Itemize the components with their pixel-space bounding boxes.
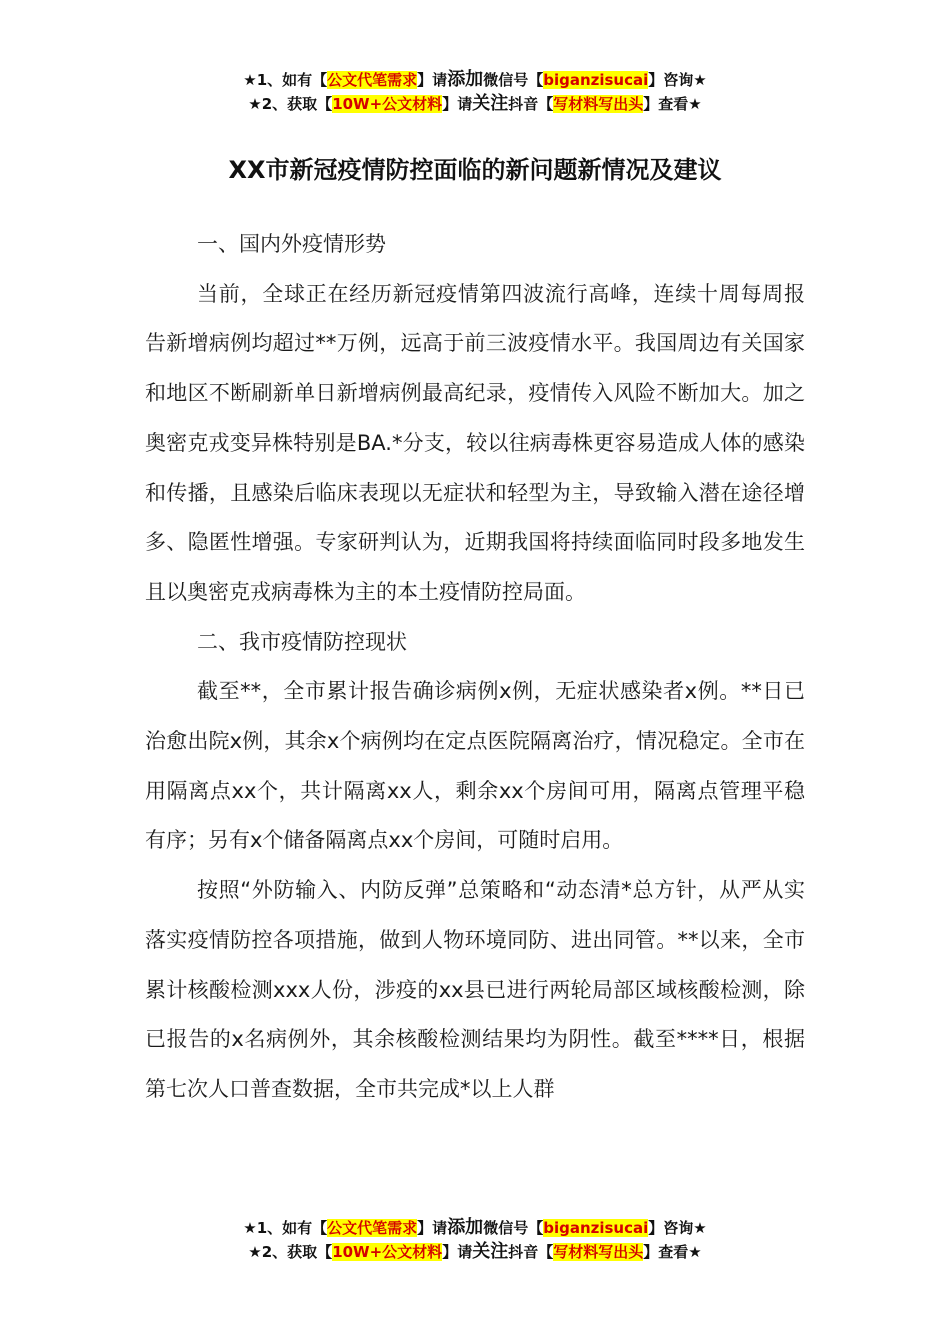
footer-notice bbox=[0, 1216, 950, 1264]
paragraph: 按照“外防输入、内防反弹”总策略和“动态清*总方针，从严从实落实疫情防控各项措施，做到人物环境同防、进出同管。**以来，全市累计核酸检测xxx人份，涉疫的xx县已进行两轮局部区域核酸检测，除已报告的x名病例外，其余核酸检测结果均为阴性。截至****日，根据第七次人口普查数据，全市共完成*以上人群 bbox=[145, 878, 805, 1101]
highlight-douyin-account: 写材料写出头 bbox=[553, 1243, 644, 1261]
section-heading: 一、国内外疫情形势 bbox=[197, 232, 386, 256]
notice-text: ★2、获取【 bbox=[248, 95, 333, 113]
header-notice bbox=[0, 68, 950, 116]
notice-emphasis: 添加 bbox=[447, 1217, 484, 1238]
highlight-wechat-id: biganzisucai bbox=[543, 1219, 649, 1237]
notice-text: 】查看★ bbox=[643, 1243, 702, 1261]
highlight-service: 公文代笔需求 bbox=[327, 1219, 418, 1237]
notice-text: 】咨询★ bbox=[648, 71, 707, 89]
notice-text: 】请 bbox=[442, 95, 473, 113]
notice-text: ★1、如有【 bbox=[243, 1219, 328, 1237]
notice-emphasis: 关注 bbox=[472, 93, 509, 114]
notice-text: 抖音【 bbox=[508, 95, 554, 113]
notice-text: 】咨询★ bbox=[648, 1219, 707, 1237]
document-title: XX市新冠疫情防控面临的新问题新情况及建议 bbox=[228, 156, 722, 184]
highlight-materials: 10W+公文材料 bbox=[332, 95, 443, 113]
paragraph: 截至**，全市累计报告确诊病例x例，无症状感染者x例。**日已治愈出院x例，其余x个病例均在定点医院隔离治疗，情况稳定。全市在用隔离点xx个，共计隔离xx人，剩余xx个房间可用，隔离点管理平稳有序；另有x个储备隔离点xx个房间，可随时启用。 bbox=[145, 679, 805, 853]
notice-line-1 bbox=[0, 68, 950, 92]
highlight-wechat-id: biganzisucai bbox=[543, 71, 649, 89]
notice-line-2 bbox=[0, 1240, 950, 1264]
notice-text: 】请 bbox=[442, 1243, 473, 1261]
paragraph: 当前，全球正在经历新冠疫情第四波流行高峰，连续十周每周报告新增病例均超过**万例，远高于前三波疫情水平。我国周边有关国家和地区不断刷新单日新增病例最高纪录，疫情传入风险不断加大。加之奥密克戎变异株特别是BA.*分支，较以往病毒株更容易造成人体的感染和传播，且感染后临床表现以无症状和轻型为主，导致输入潜在途径增多、隐匿性增强。专家研判认为，近期我国将持续面临同时段多地发生且以奥密克戎病毒株为主的本土疫情防控局面。 bbox=[145, 281, 805, 604]
notice-text: ★2、获取【 bbox=[248, 1243, 333, 1261]
notice-text: 】查看★ bbox=[643, 95, 702, 113]
notice-text: 】请 bbox=[417, 1219, 448, 1237]
highlight-douyin-account: 写材料写出头 bbox=[553, 95, 644, 113]
notice-text: 抖音【 bbox=[508, 1243, 554, 1261]
highlight-materials: 10W+公文材料 bbox=[332, 1243, 443, 1261]
document-body bbox=[145, 220, 805, 1115]
notice-emphasis: 添加 bbox=[447, 69, 484, 90]
notice-text: ★1、如有【 bbox=[243, 71, 328, 89]
notice-line-2 bbox=[0, 92, 950, 116]
notice-text: 】请 bbox=[417, 71, 448, 89]
notice-text: 微信号【 bbox=[483, 1219, 544, 1237]
notice-emphasis: 关注 bbox=[472, 1241, 509, 1262]
notice-line-1 bbox=[0, 1216, 950, 1240]
highlight-service: 公文代笔需求 bbox=[327, 71, 418, 89]
section-heading: 二、我市疫情防控现状 bbox=[197, 629, 407, 654]
notice-text: 微信号【 bbox=[483, 71, 544, 89]
